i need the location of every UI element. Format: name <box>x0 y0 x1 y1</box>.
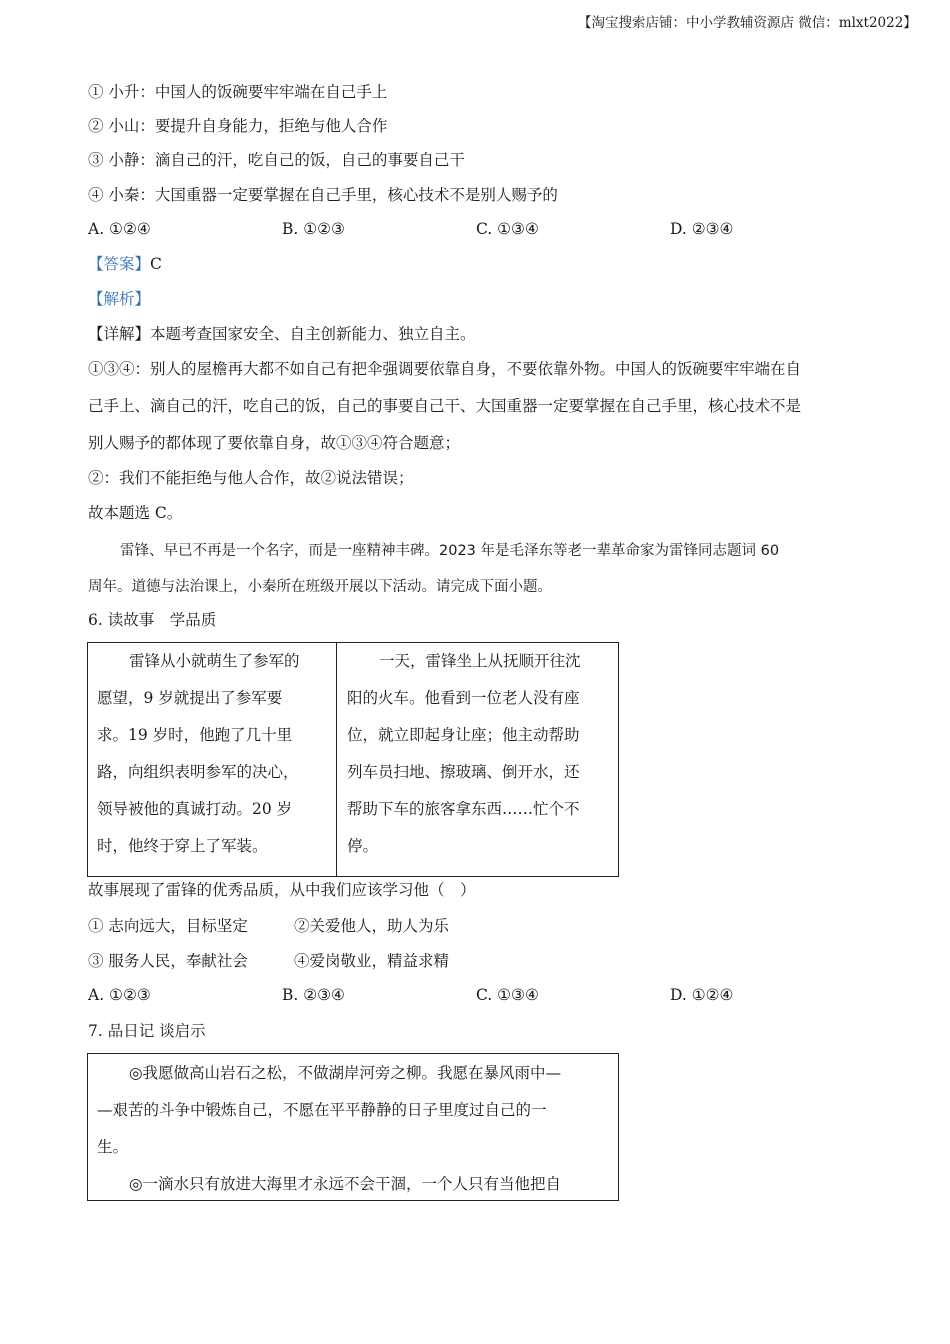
statement-1: ① 小升：中国人的饭碗要牢牢端在自己手上 <box>88 83 388 101</box>
q5-option-a: A. ①②④ <box>88 220 151 238</box>
q6-title: 6. 读故事 学品质 <box>88 611 217 629</box>
statement-4: ④ 小秦：大国重器一定要掌握在自己手里，核心技术不是别人赐予的 <box>88 186 558 204</box>
story-left-line: 求。19 岁时，他跑了几十里 <box>97 726 293 744</box>
story-left-line: 路，向组织表明参军的决心， <box>97 763 299 781</box>
answer-label: 【答案】 <box>88 255 151 273</box>
analysis-label: 【解析】 <box>88 290 151 308</box>
diary-line: ◎我愿做高山岩石之松，不做湖岸河旁之柳。我愿在暴风雨中— <box>129 1064 562 1082</box>
q6-question: 故事展现了雷锋的优秀品质，从中我们应该学习他（ ） <box>88 881 476 899</box>
q5-option-d: D. ②③④ <box>670 220 734 238</box>
story-left <box>97 643 300 865</box>
diary-line: —艰苦的斗争中锻炼自己，不愿在平平静静的日子里度过自己的一 <box>97 1101 547 1119</box>
diary-text <box>97 1055 561 1203</box>
intro-line-1: 雷锋、早已不再是一个名字，而是一座精神丰碑。2023 年是毛泽东等老一辈革命家为雷锋同志题词 60 <box>120 543 780 559</box>
explanation-line-2: 己手上、滴自己的汗，吃自己的饭，自己的事要自己干、大国重器一定要掌握在自己手里，核心技术不是 <box>88 397 802 415</box>
q6-option-b: B. ②③④ <box>282 986 345 1004</box>
q6-option-a: A. ①②③ <box>88 986 151 1004</box>
q6-item-1: ① 志向远大，目标坚定 <box>88 917 248 935</box>
story-right-line: 一天，雷锋坐上从抚顺开往沈 <box>379 652 581 670</box>
story-left-line: 雷锋从小就萌生了参军的 <box>129 652 300 670</box>
story-left-line: 领导被他的真诚打动。20 岁 <box>97 800 293 818</box>
answer-value: C <box>150 255 162 273</box>
q5-option-b: B. ①②③ <box>282 220 345 238</box>
answer-line <box>88 254 162 274</box>
story-right-line: 停。 <box>347 837 379 855</box>
q6-item-3: ③ 服务人民，奉献社会 <box>88 952 248 970</box>
q5-option-c: C. ①③④ <box>476 220 539 238</box>
story-right <box>347 643 581 865</box>
statement-2: ② 小山：要提升自身能力，拒绝与他人合作 <box>88 117 388 135</box>
q6-option-c: C. ①③④ <box>476 986 539 1004</box>
statement-3: ③ 小静：滴自己的汗，吃自己的饭，自己的事要自己干 <box>88 151 465 169</box>
story-left-line: 愿望，9 岁就提出了参军要 <box>97 689 283 707</box>
q6-item-4: ④爱岗敬业，精益求精 <box>294 952 450 970</box>
q6-item-2: ②关爱他人，助人为乐 <box>294 917 450 935</box>
explanation-line-3: 别人赐予的都体现了要依靠自身，故①③④符合题意； <box>88 434 461 452</box>
story-right-line: 列车员扫地、擦玻璃、倒开水，还 <box>347 763 580 781</box>
story-left-line: 时，他终于穿上了军装。 <box>97 837 268 855</box>
q7-title: 7. 品日记 谈启示 <box>88 1022 206 1040</box>
story-right-line: 帮助下车的旅客拿东西……忙个不 <box>347 800 580 818</box>
intro-line-2: 周年。道德与法治课上，小秦所在班级开展以下活动。请完成下面小题。 <box>88 579 552 595</box>
story-divider <box>336 643 337 876</box>
q6-option-d: D. ①②④ <box>670 986 734 1004</box>
story-right-line: 阳的火车。他看到一位老人没有座 <box>347 689 580 707</box>
conclusion: 故本题选 C。 <box>88 504 183 522</box>
diary-line: ◎一滴水只有放进大海里才永远不会干涸，一个人只有当他把自 <box>129 1175 562 1193</box>
story-right-line: 位，就立即起身让座；他主动帮助 <box>347 726 580 744</box>
wrong-statement-note: ②：我们不能拒绝与他人合作，故②说法错误； <box>88 469 414 487</box>
page-header: 【淘宝搜索店铺：中小学教辅资源店 微信：mlxt2022】 <box>578 15 917 31</box>
detail-line: 【详解】本题考查国家安全、自主创新能力、独立自主。 <box>88 325 476 343</box>
explanation-line-1: ①③④：别人的屋檐再大都不如自己有把伞强调要依靠自身，不要依靠外物。中国人的饭碗要牢牢端在自 <box>88 360 802 378</box>
diary-line: 生。 <box>97 1138 129 1156</box>
